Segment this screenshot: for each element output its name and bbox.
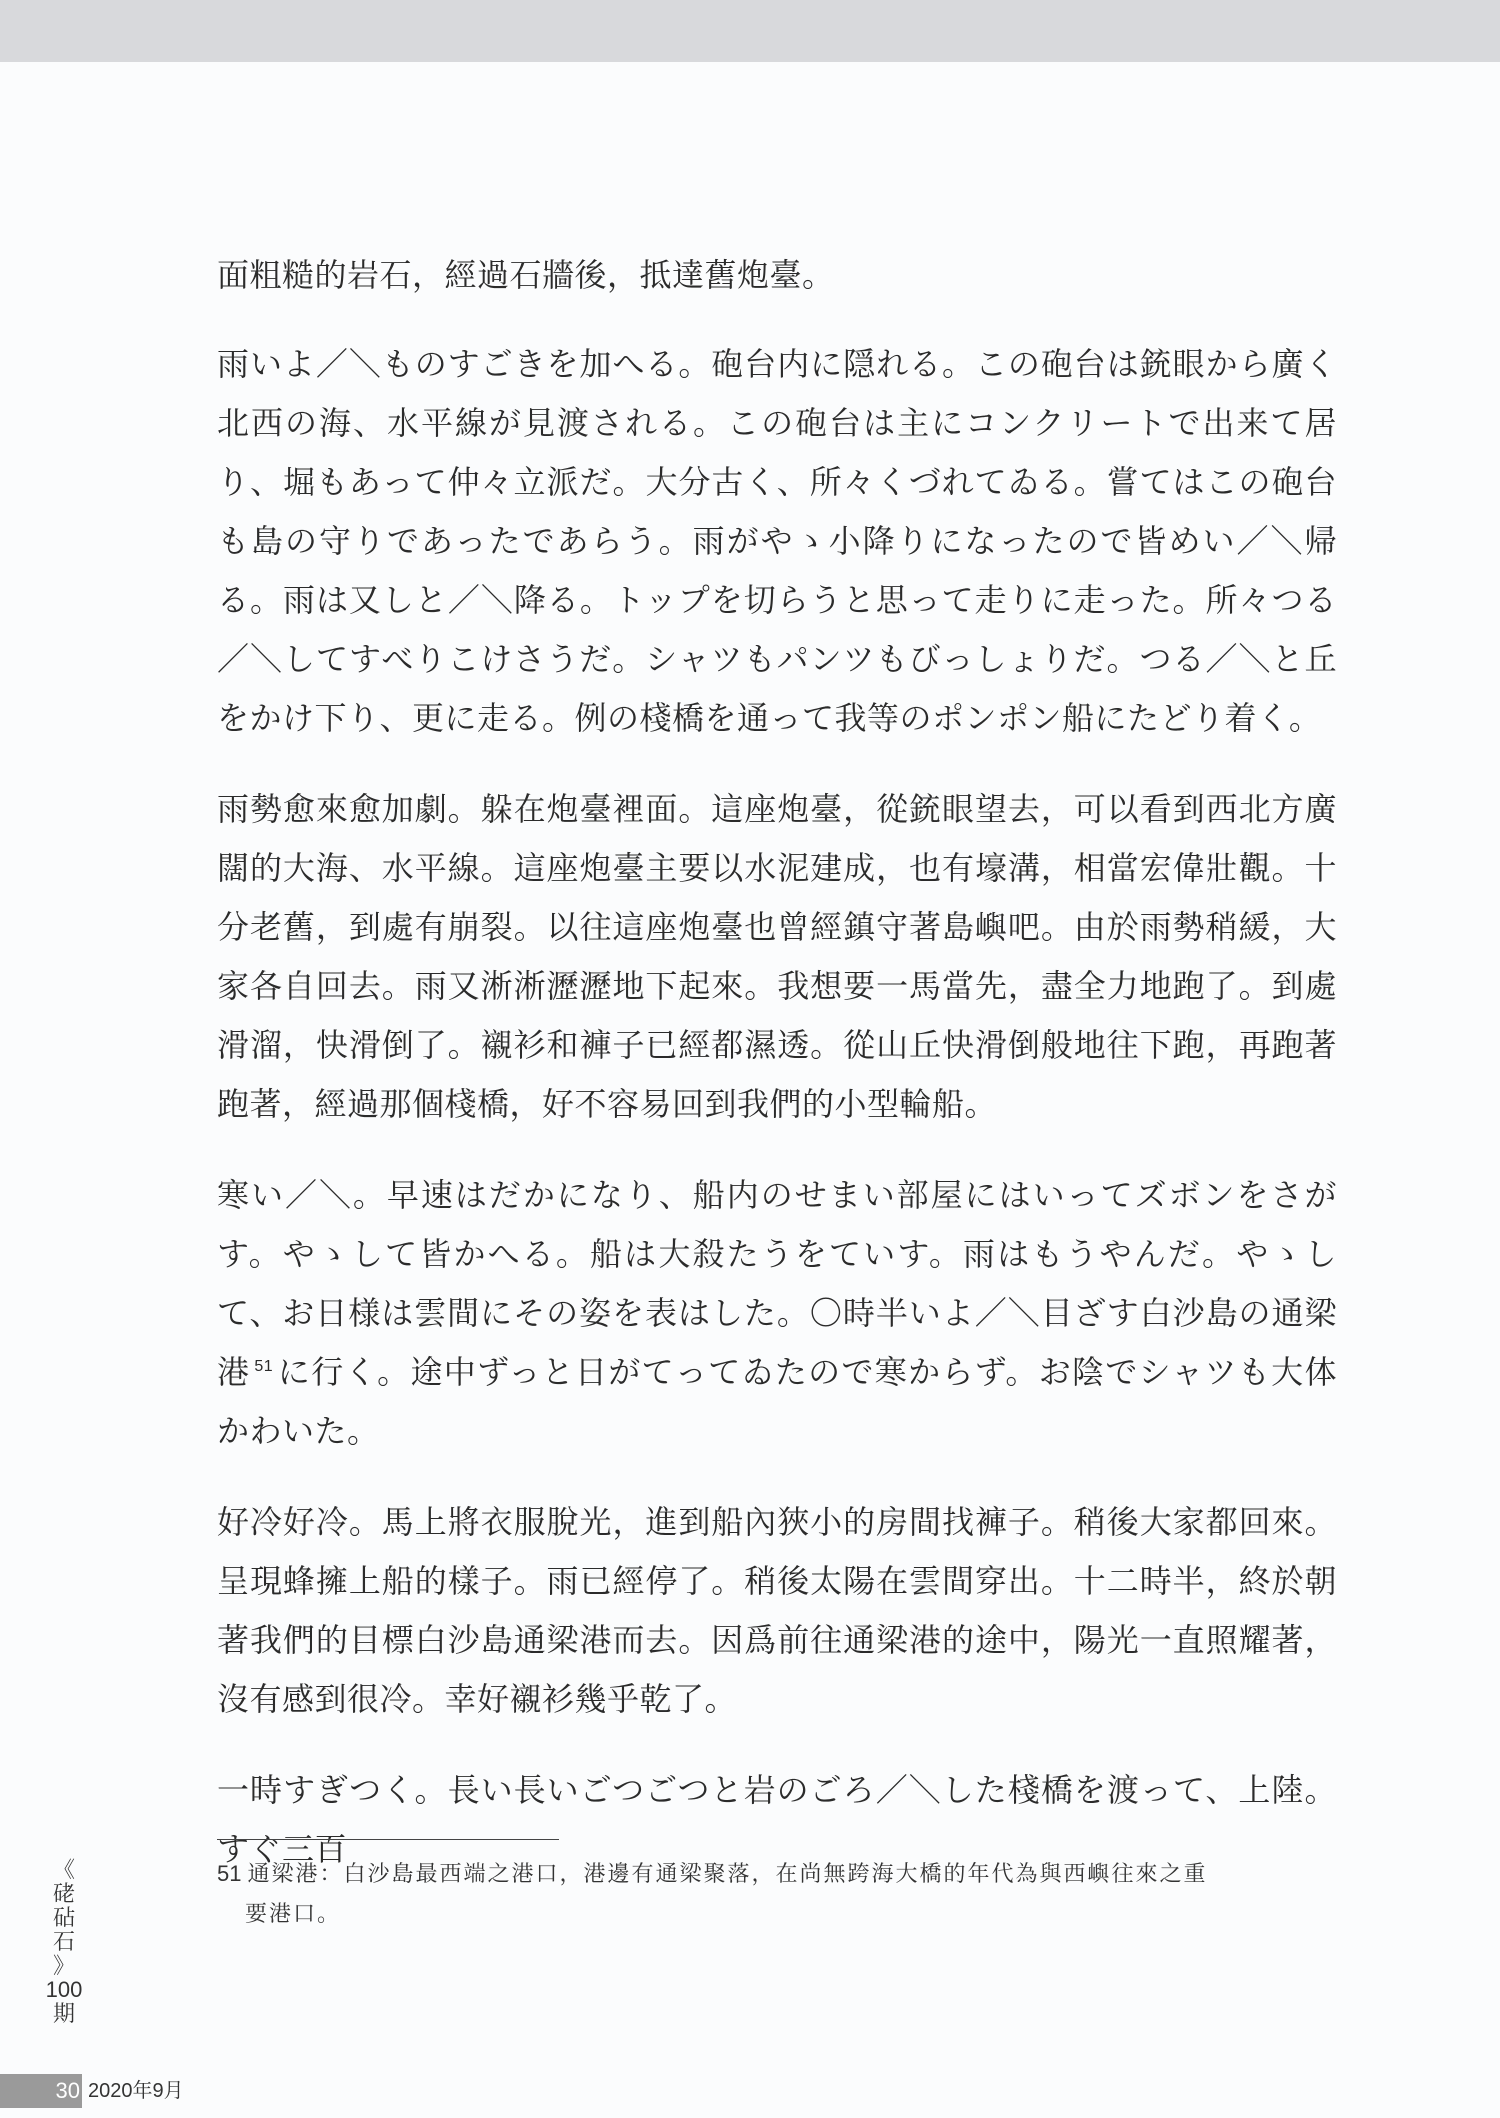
magazine-title-char: 》 xyxy=(52,1953,75,1978)
magazine-issue-number: 100 xyxy=(45,1977,83,2002)
paragraph-6: 一時すぎつく。長い長いごつごつと岩のごろ／＼した棧橋を渡って、上陸。すぐ三百 xyxy=(217,1771,1337,1868)
magazine-title-char: 砧 xyxy=(52,1905,75,1930)
footnote-reference: 51 xyxy=(254,1358,274,1376)
footnote-number: 51 xyxy=(217,1861,242,1886)
footnote xyxy=(217,1854,1337,1935)
paragraph-3: 雨勢愈來愈加劇。躲在炮臺裡面。這座炮臺，從銃眼望去，可以看到西北方廣闊的大海、水平線。這座炮臺主要以水泥建成，也有壕溝，相當宏偉壯觀。十分老舊，到處有崩裂。以往這座炮臺也曾經鎮守著島嶼吧。由於雨勢稍緩，大家各自回去。雨又淅淅瀝瀝地下起來。我想要一馬當先，盡全力地跑了。到處滑溜，快滑倒了。襯衫和褲子已經都濕透。從山丘快滑倒般地往下跑，再跑著跑著，經過那個棧橋，好不容易回到我們的小型輪船。 xyxy=(217,790,1337,1123)
scan-top-edge xyxy=(0,0,1500,62)
paragraph-4 xyxy=(217,1166,1337,1461)
magazine-issue-label: 期 xyxy=(52,2001,75,2026)
magazine-title-char: 石 xyxy=(52,1929,75,1954)
issue-date: 2020年9月 xyxy=(88,2080,184,2102)
magazine-title-char: 硓 xyxy=(52,1881,75,1906)
footnote-text-line1: 通梁港：白沙島最西端之港口，港邊有通梁聚落，在尚無跨海大橋的年代為與西嶼往來之重 xyxy=(247,1862,1208,1887)
body-text xyxy=(217,246,1337,1911)
footnote-divider xyxy=(217,1839,559,1840)
paragraph-4-text-b: に行く。途中ずっと日がてってゐたので寒からず。お陰でシャツも大体かわいた。 xyxy=(217,1353,1337,1450)
page-number: 30 xyxy=(0,2074,82,2108)
paragraph-2: 雨いよ／＼ものすごきを加へる。砲台内に隠れる。この砲台は銃眼から廣く北西の海、水平線が見渡される。この砲台は主にコンクリートで出来て居り、堀もあって仲々立派だ。大分古く、所々くづれてゐる。嘗てはこの砲台も島の守りであったであらう。雨がやゝ小降りになったので皆めい／＼帰る。雨は又しと／＼降る。トップを切らうと思って走りに走った。所々つる／＼してすべりこけさうだ。シャツもパンツもびっしょりだ。つる／＼と丘をかけ下り、更に走る。例の棧橋を通って我等のポンポン船にたどり着く。 xyxy=(217,345,1337,737)
footnote-text-line2: 要港口。 xyxy=(245,1902,342,1927)
paragraph-4-text-a: 寒い／＼。早速はだかになり、船内のせまい部屋にはいってズボンをさがす。やゝして皆かへる。船は大殺たうをていす。雨はもうやんだ。やゝして、お日様は雲間にその姿を表はした。〇時半いよ／＼目ざす白沙島の通梁港 xyxy=(217,1176,1337,1391)
magazine-title-vertical xyxy=(44,1858,84,2026)
magazine-title-char: 《 xyxy=(52,1857,75,1882)
paragraph-5: 好冷好冷。馬上將衣服脫光，進到船內狹小的房間找褲子。稍後大家都回來。呈現蜂擁上船的樣子。雨已經停了。稍後太陽在雲間穿出。十二時半，終於朝著我們的目標白沙島通梁港而去。因爲前往通梁港的途中，陽光一直照耀著，沒有感到很冷。幸好襯衫幾乎乾了。 xyxy=(217,1503,1337,1718)
paragraph-1: 面粗糙的岩石，經過石牆後，抵達舊炮臺。 xyxy=(217,256,835,294)
